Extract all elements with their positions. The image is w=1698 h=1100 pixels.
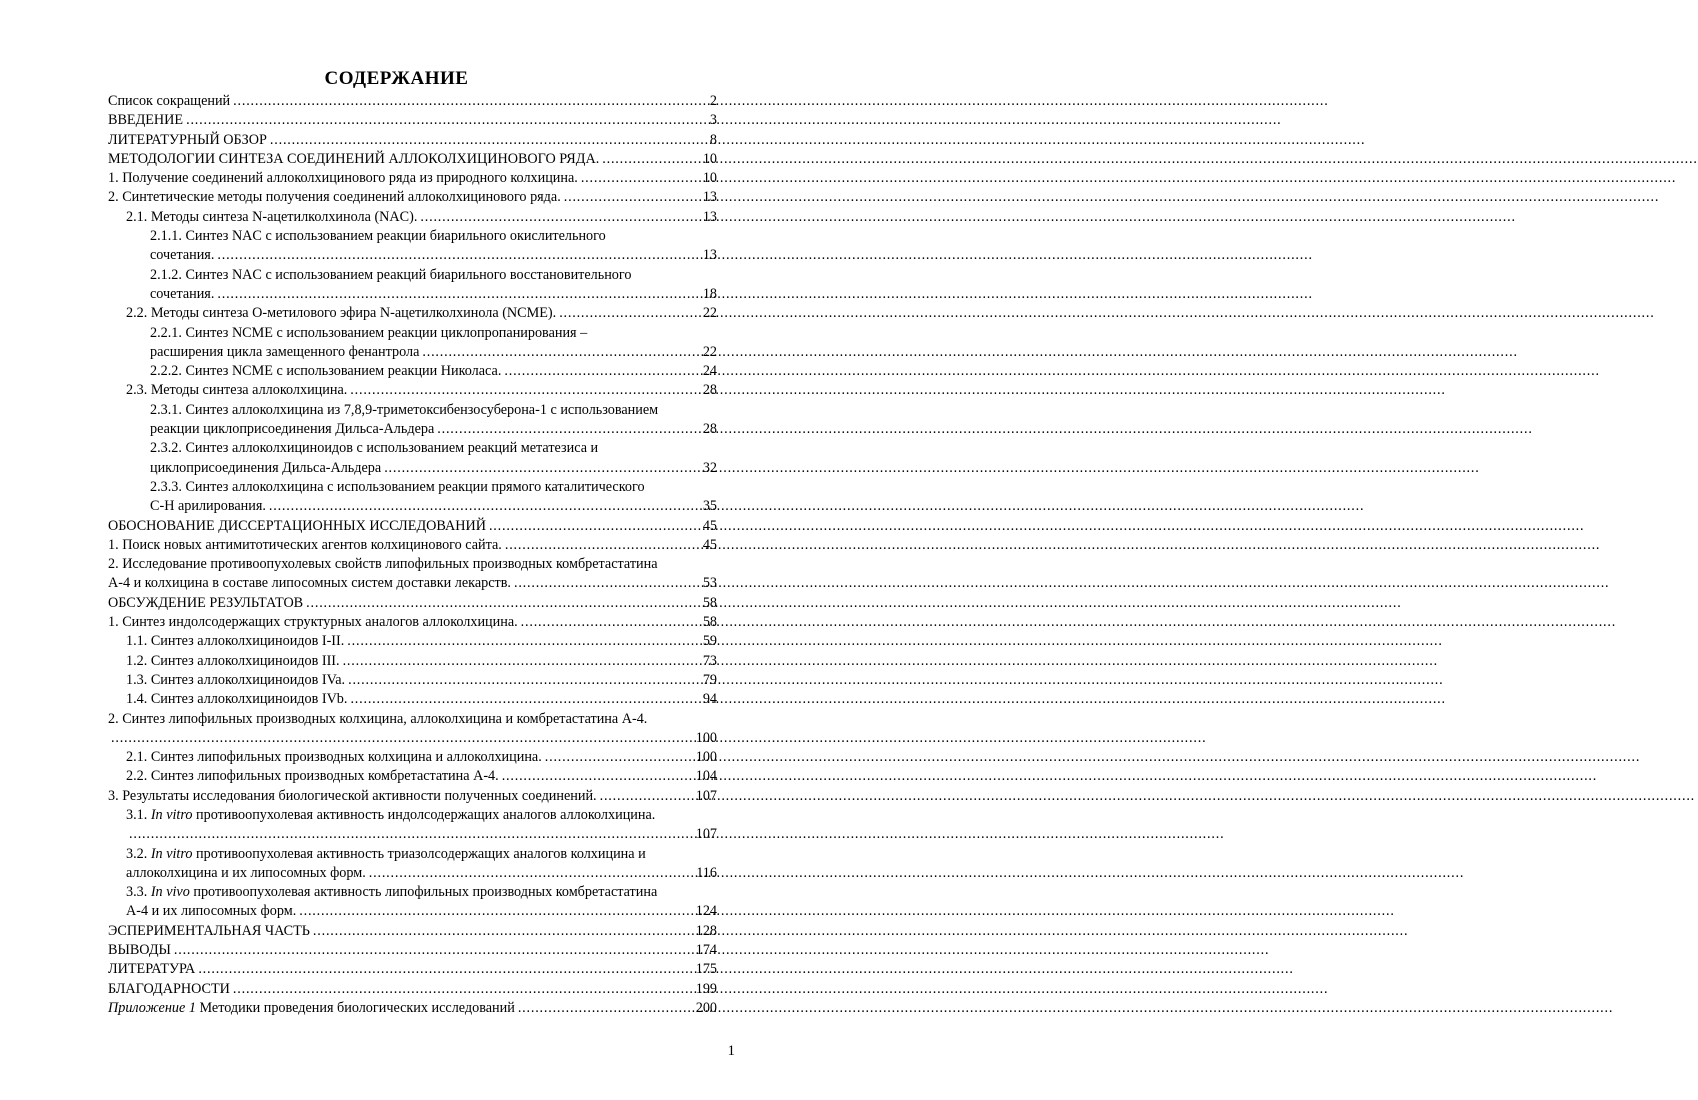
dot-leader (186, 111, 708, 130)
toc-entry-page: 94 (702, 691, 717, 708)
toc-entry[interactable] (108, 517, 717, 536)
toc-entry[interactable] (108, 999, 717, 1018)
dot-leader (514, 574, 701, 593)
toc-entry[interactable] (108, 787, 717, 806)
toc-entry[interactable] (108, 555, 717, 594)
toc-entry-page: 45 (702, 536, 717, 553)
dot-leader (350, 690, 700, 709)
toc-entry[interactable] (108, 439, 717, 478)
toc-entry-page: 28 (702, 382, 717, 399)
toc-entry-title-text: циклоприсоединения Дильса-Альдера (150, 459, 382, 476)
toc-entry-title: 2.3.2. Синтез аллоколхициноидов с использованием реакций метатезиса и (150, 440, 599, 457)
toc-entry-page: 100 (695, 749, 717, 766)
toc-entry-title (150, 246, 214, 265)
toc-entry-title (150, 362, 501, 381)
toc-entry-title-text: С-Н арилирования. (150, 498, 266, 515)
toc-entry-title-text: ВВЕДЕНИЕ (108, 112, 184, 129)
dot-leader (422, 343, 700, 362)
dot-leader (521, 613, 701, 632)
dot-leader (602, 150, 701, 169)
toc-entry-title-line (108, 710, 717, 729)
dot-leader (306, 594, 701, 613)
toc-entry[interactable] (108, 150, 717, 169)
toc-entry-title-text: реакции циклоприсоединения Дильса-Альдера (150, 421, 435, 438)
toc-entry-title-line (150, 401, 717, 420)
toc-entry-title (108, 574, 511, 593)
toc-entry-page: 199 (695, 980, 717, 997)
toc-entry-title (108, 613, 518, 632)
toc-entry-page: 24 (702, 363, 717, 380)
toc-entry-title-text: 1.3. Синтез аллоколхициноидов IVa. (126, 671, 346, 688)
toc-entry-title (126, 208, 417, 227)
toc-entry[interactable] (108, 266, 717, 305)
toc-entry-title (150, 420, 434, 439)
toc-entry[interactable] (108, 536, 717, 555)
dot-leader (299, 902, 693, 921)
toc-entry-title-line (126, 806, 717, 825)
toc-entry[interactable] (108, 960, 717, 979)
toc-entry-title (126, 304, 556, 323)
toc-entry-title-text: 1. Поиск новых антимитотических агентов колхицинового сайта. (108, 536, 502, 553)
toc-entry-title (150, 497, 266, 516)
toc-entry[interactable] (108, 304, 717, 323)
toc-entry-title-text: аллоколхицина и их липосомных форм. (126, 864, 366, 881)
toc-entry-title-text: Методики проведения биологических исследований (195, 999, 515, 1016)
dot-leader (581, 169, 701, 188)
toc-entry[interactable] (108, 941, 717, 960)
toc-entry-page: 100 (695, 729, 717, 746)
toc-entry-title (126, 690, 347, 709)
toc-entry-title-text: ОБСУЖДЕНИЕ РЕЗУЛЬТАТОВ (108, 594, 304, 611)
toc-entry-title (108, 188, 561, 207)
toc-entry-page: 8 (709, 131, 717, 148)
dot-leader (270, 131, 708, 150)
dot-leader (129, 825, 694, 844)
toc-entry-page: 3 (709, 112, 717, 129)
toc-entry-page: 22 (702, 343, 717, 360)
dot-leader (369, 864, 694, 883)
toc-entry-title-line (150, 266, 717, 285)
toc-entry-page: 73 (702, 652, 717, 669)
toc-entry-page: 28 (702, 421, 717, 438)
dot-leader (269, 497, 701, 516)
toc-entry[interactable] (108, 111, 717, 130)
toc-entry-title-text: ОБОСНОВАНИЕ ДИССЕРТАЦИОННЫХ ИССЛЕДОВАНИЙ (108, 517, 486, 534)
toc-entry-title (108, 960, 195, 979)
toc-entry[interactable] (108, 131, 717, 150)
toc-entry[interactable] (108, 208, 717, 227)
toc-entry[interactable] (108, 188, 717, 207)
toc-entry-title (150, 285, 214, 304)
dot-leader (217, 285, 700, 304)
toc-entry-title: противоопухолевая активность триазолсодержащих аналогов колхицина и (192, 845, 646, 862)
toc-entry[interactable] (108, 690, 717, 709)
toc-entry-number: 3.2. (126, 845, 151, 862)
toc-entry-number: 3.3. (126, 884, 151, 901)
toc-entry-title-text: 1. Синтез индолсодержащих структурных аналогов аллоколхицина. (108, 614, 518, 631)
dot-leader (198, 960, 693, 979)
dot-leader (233, 980, 694, 999)
toc-entry-page: 116 (696, 864, 717, 881)
toc-entry-title: 2. Исследование противоопухолевых свойств липофильных производных комбретастатина (108, 556, 658, 573)
toc-entry-page: 32 (702, 459, 717, 476)
toc-entry-title: 2.1.1. Синтез NAC с использованием реакции биарильного окислительного (150, 228, 606, 245)
toc-entry-title (126, 767, 499, 786)
toc-entry-page: 13 (702, 247, 717, 264)
toc-entry-title-text: 2.2.2. Синтез NCME с использованием реакции Николаса. (150, 363, 502, 380)
toc-entry-title (126, 632, 344, 651)
dot-leader (111, 729, 694, 748)
toc-entry[interactable] (108, 478, 717, 517)
toc-entry-title-text: А-4 и колхицина в составе липосомных систем доставки лекарств. (108, 575, 511, 592)
toc-entry[interactable] (108, 980, 717, 999)
toc-entry-title-text: сочетания. (150, 247, 215, 264)
toc-entry-title (150, 343, 419, 362)
table-of-contents (108, 92, 717, 1018)
toc-entry-emphasis: In vitro (150, 845, 193, 862)
toc-entry-page: 174 (695, 942, 717, 959)
toc-entry-title (108, 92, 230, 111)
dot-leader (437, 420, 701, 439)
toc-entry-title-text: БЛАГОДАРНОСТИ (108, 980, 230, 997)
dot-leader (505, 536, 701, 555)
dot-leader (174, 941, 694, 960)
toc-entry-page: 200 (695, 999, 717, 1016)
dot-leader (559, 304, 701, 323)
toc-entry-page: 79 (702, 671, 717, 688)
toc-entry-title (108, 941, 171, 960)
toc-entry-page: 35 (702, 498, 717, 515)
toc-entry-title-text: расширения цикла замещенного фенантрола (150, 343, 420, 360)
toc-entry-page: 58 (702, 614, 717, 631)
toc-entry-title-text: 1. Получение соединений аллоколхицинового ряда из природного колхицина. (108, 170, 578, 187)
toc-entry-title: 2.3.1. Синтез аллоколхицина из 7,8,9-триметоксибензосуберона-1 с использованием (150, 401, 659, 418)
toc-entry-title-text: 3. Результаты исследования биологической активности полученных соединений. (108, 787, 597, 804)
toc-entry[interactable] (108, 632, 717, 651)
dot-leader (502, 767, 694, 786)
dot-leader (518, 999, 694, 1018)
toc-entry-title (126, 748, 542, 767)
toc-entry-page: 59 (702, 633, 717, 650)
toc-entry-title-text: ЛИТЕРАТУРНЫЙ ОБЗОР (108, 131, 267, 148)
toc-entry[interactable] (108, 324, 717, 363)
toc-entry-title-text: 2.2. Методы синтеза O-метилового эфира N-ацетилколхинола (NCME). (126, 305, 557, 322)
toc-entry-title (126, 381, 347, 400)
dot-leader (564, 188, 701, 207)
toc-entry-title-line (150, 439, 717, 458)
toc-entry-title-line (126, 883, 717, 902)
toc-entry[interactable] (108, 401, 717, 440)
dot-leader (343, 652, 701, 671)
toc-entry-page: 128 (695, 922, 717, 939)
toc-entry[interactable] (108, 381, 717, 400)
toc-entry-title: 2. Синтез липофильных производных колхицина, аллоколхицина и комбретастатина А-4. (108, 710, 648, 727)
toc-entry-title-text: ЛИТЕРАТУРА (108, 961, 196, 978)
toc-entry-title (126, 652, 340, 671)
toc-entry-title (108, 150, 599, 169)
toc-entry-title: 2.3.3. Синтез аллоколхицина с использованием реакции прямого каталитического (150, 478, 645, 495)
toc-entry-title-text: МЕТОДОЛОГИИ СИНТЕЗА СОЕДИНЕНИЙ АЛЛОКОЛХИЦИНОВОГО РЯДА. (108, 150, 600, 167)
toc-entry-page: 18 (702, 285, 717, 302)
toc-entry-title-text: А-4 и их липосомных форм. (126, 903, 297, 920)
toc-entry-title (108, 922, 310, 941)
toc-entry-title (108, 536, 502, 555)
toc-entry-title-text: 2.1. Методы синтеза N-ацетилколхинола (NAC). (126, 208, 418, 225)
toc-entry[interactable] (108, 710, 717, 749)
toc-entry-title (108, 980, 230, 999)
toc-entry-title-line (126, 845, 717, 864)
toc-entry-title-text: ВЫВОДЫ (108, 942, 171, 959)
toc-entry[interactable] (108, 652, 717, 671)
toc-entry-title (108, 131, 267, 150)
toc-entry-emphasis: Приложение 1 (108, 999, 196, 1016)
toc-entry-page: 107 (695, 787, 717, 804)
toc-entry-title: противоопухолевая активность липофильных производных комбретастатина (189, 884, 658, 901)
toc-entry-page: 2 (709, 93, 717, 109)
dot-leader (420, 208, 700, 227)
toc-entry-page: 22 (702, 305, 717, 322)
toc-entry-title-text: 1.1. Синтез аллоколхициноидов I-II. (126, 633, 345, 650)
toc-entry-page: 58 (702, 594, 717, 611)
dot-leader (545, 748, 694, 767)
toc-entry[interactable] (108, 883, 717, 922)
toc-entry[interactable] (108, 845, 717, 884)
dot-leader (348, 671, 701, 690)
toc-entry-title-text: 2.2. Синтез липофильных производных комбретастатина А-4. (126, 768, 499, 785)
toc-entry-title (108, 517, 486, 536)
toc-entry-title-text: 2.1. Синтез липофильных производных колхицина и аллоколхицина. (126, 749, 542, 766)
toc-entry-page: 107 (695, 826, 717, 843)
toc-entry-title-text: сочетания. (150, 285, 215, 302)
dot-leader (350, 381, 701, 400)
dot-leader (313, 922, 694, 941)
toc-entry-title: 2.1.2. Синтез NAC с использованием реакций биарильного восстановительного (150, 266, 632, 283)
toc-entry-title-line (108, 555, 717, 574)
toc-entry[interactable] (108, 613, 717, 632)
dot-leader (217, 246, 700, 265)
toc-entry-title (150, 459, 381, 478)
dot-leader (347, 632, 701, 651)
toc-entry-title (108, 594, 303, 613)
toc-entry[interactable] (108, 671, 717, 690)
toc-entry[interactable] (108, 92, 717, 111)
dot-leader (504, 362, 700, 381)
toc-entry-page: 13 (702, 189, 717, 206)
toc-entry[interactable] (108, 594, 717, 613)
toc-entry[interactable] (108, 767, 717, 786)
toc-entry-title (108, 999, 515, 1018)
toc-entry-title: противоопухолевая активность индолсодержащих аналогов аллоколхицина. (192, 806, 656, 823)
toc-entry-page: 10 (702, 170, 717, 187)
toc-entry-page: 175 (695, 961, 717, 978)
toc-entry-title-text: 1.4. Синтез аллоколхициноидов IVb. (126, 691, 348, 708)
toc-entry-title-text: Список сокращений (108, 93, 231, 109)
toc-entry-page: 104 (695, 768, 717, 785)
toc-entry-title-text: 2.3. Методы синтеза аллоколхицина. (126, 382, 348, 399)
dot-leader (600, 787, 694, 806)
toc-entry-title (126, 671, 345, 690)
toc-entry-title-text: 2. Синтетические методы получения соединений аллоколхицинового ряда. (108, 189, 561, 206)
toc-entry-page: 124 (695, 903, 717, 920)
toc-entry-title (108, 111, 183, 130)
toc-entry[interactable] (108, 748, 717, 767)
toc-entry-title-text: 1.2. Синтез аллоколхициноидов III. (126, 652, 340, 669)
page-number: 1 (727, 1043, 735, 1059)
toc-entry-number: 3.1. (126, 806, 151, 823)
dot-leader (233, 92, 708, 111)
dot-leader (384, 459, 701, 478)
toc-entry-title-line (150, 227, 717, 246)
toc-entry-title (108, 169, 578, 188)
toc-entry-title-line (150, 478, 717, 497)
toc-entry-title (108, 787, 597, 806)
toc-entry-page: 45 (702, 517, 717, 534)
toc-entry-page: 10 (702, 150, 717, 167)
toc-entry[interactable] (108, 922, 717, 941)
toc-entry[interactable] (108, 169, 717, 188)
page-title: СОДЕРЖАНИЕ (324, 68, 469, 89)
toc-entry[interactable] (108, 806, 717, 845)
toc-entry-emphasis: In vitro (150, 806, 193, 823)
toc-entry-title-line (150, 324, 717, 343)
toc-entry-page: 13 (702, 208, 717, 225)
toc-entry-emphasis: In vivo (150, 884, 190, 901)
toc-entry-title-text: ЭСПЕРИМЕНТАЛЬНАЯ ЧАСТЬ (108, 922, 310, 939)
toc-entry-title (126, 902, 296, 921)
toc-entry-title (126, 864, 366, 883)
toc-entry-page: 53 (702, 575, 717, 592)
dot-leader (489, 517, 701, 536)
toc-entry-title: 2.2.1. Синтез NCME с использованием реакции циклопропанирования – (150, 324, 588, 341)
toc-entry[interactable] (108, 362, 717, 381)
toc-entry[interactable] (108, 227, 717, 266)
